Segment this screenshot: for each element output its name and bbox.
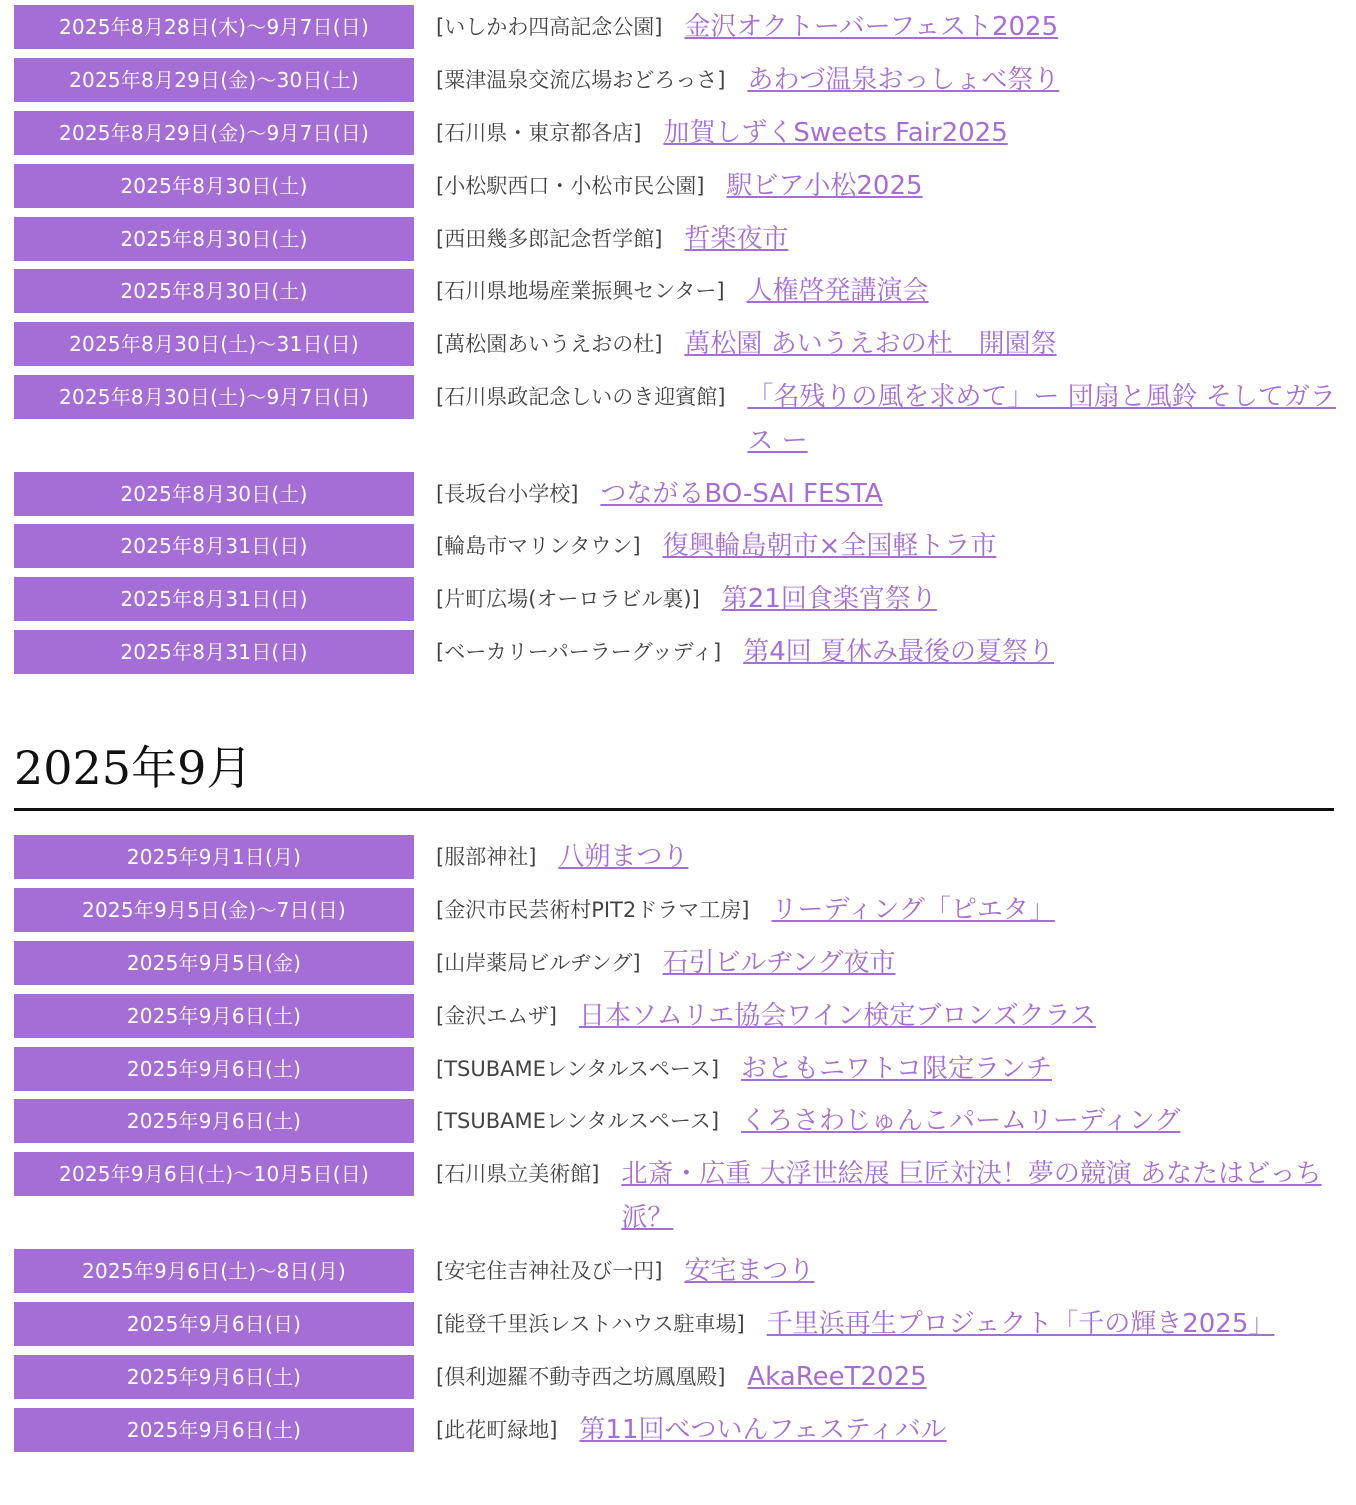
event-list-september <box>0 835 1356 1452</box>
event-title-link[interactable]: くろさわじゅんこパームリーディング <box>741 1106 1181 1136</box>
event-date: 2025年8月30日(土) <box>14 269 414 313</box>
event-date: 2025年9月6日(土)〜8日(月) <box>14 1249 414 1293</box>
event-date: 2025年9月6日(日) <box>14 1302 414 1346</box>
event-title-link[interactable]: あわづ温泉おっしょべ祭り <box>747 65 1060 95</box>
event-title-link[interactable]: 千里浜再生プロジェクト「千の輝き2025」 <box>766 1309 1275 1339</box>
event-row <box>14 524 1344 568</box>
month-heading: 2025年9月 <box>14 732 1334 811</box>
event-title-link[interactable]: 哲楽夜市 <box>684 224 789 254</box>
event-list-august <box>0 5 1356 674</box>
event-title-link[interactable]: 第11回べついんフェスティバル <box>579 1415 947 1445</box>
event-title-link[interactable]: 日本ソムリエ協会ワイン検定ブロンズクラス <box>578 1001 1096 1031</box>
event-row <box>14 888 1344 932</box>
event-title-link[interactable]: 金沢オクトーバーフェスト2025 <box>684 12 1059 42</box>
event-row <box>14 1249 1344 1293</box>
event-row <box>14 58 1344 102</box>
event-date: 2025年9月5日(金)〜7日(日) <box>14 888 414 932</box>
event-row <box>14 835 1344 879</box>
event-date: 2025年8月31日(日) <box>14 577 414 621</box>
event-venue: [いしかわ四高記念公園] <box>436 15 663 39</box>
event-row <box>14 472 1344 516</box>
event-row <box>14 1099 1344 1143</box>
event-row <box>14 1302 1344 1346</box>
event-title-link[interactable]: おともニワトコ限定ランチ <box>741 1054 1052 1084</box>
event-date: 2025年8月31日(日) <box>14 630 414 674</box>
event-title-link[interactable]: 復興輪島朝市×全国軽トラ市 <box>662 531 997 561</box>
event-date: 2025年8月30日(土)〜9月7日(日) <box>14 375 414 419</box>
event-venue: [TSUBAMEレンタルスペース] <box>436 1057 720 1081</box>
event-date: 2025年9月6日(土) <box>14 1099 414 1143</box>
event-title-link[interactable]: 石引ビルヂング夜市 <box>662 948 896 978</box>
event-row <box>14 217 1344 261</box>
event-title-link[interactable]: 萬松園 あいうえおの杜 開園祭 <box>684 329 1057 359</box>
event-date: 2025年8月29日(金)〜9月7日(日) <box>14 111 414 155</box>
event-row <box>14 577 1344 621</box>
event-title-link[interactable]: つながるBO-SAI FESTA <box>600 479 883 509</box>
event-title-link[interactable]: 北斎・広重 大浮世絵展 巨匠対決！夢の競演 あなたはどっち派？ <box>621 1159 1322 1233</box>
event-venue: [粟津温泉交流広場おどろっさ] <box>436 68 726 92</box>
event-venue: [金沢市民芸術村PIT2ドラマ工房] <box>436 898 750 922</box>
event-venue: [安宅住吉神社及び一円] <box>436 1259 663 1283</box>
event-venue: [ベーカリーパーラーグッディ] <box>436 640 722 664</box>
event-title-link[interactable]: 人権啓発講演会 <box>746 276 929 306</box>
event-date: 2025年8月28日(木)〜9月7日(日) <box>14 5 414 49</box>
event-row <box>14 1047 1344 1091</box>
event-row <box>14 941 1344 985</box>
event-row <box>14 5 1344 49</box>
event-row <box>14 269 1344 313</box>
event-venue: [倶利迦羅不動寺西之坊鳳凰殿] <box>436 1365 726 1389</box>
event-row <box>14 630 1344 674</box>
event-title-link[interactable]: リーディング「ピエタ」 <box>771 895 1055 925</box>
event-date: 2025年9月5日(金) <box>14 941 414 985</box>
event-date: 2025年9月6日(土) <box>14 1047 414 1091</box>
event-title-link[interactable]: 第21回食楽宵祭り <box>721 584 937 614</box>
event-venue: [小松駅西口・小松市民公園] <box>436 174 705 198</box>
event-row <box>14 111 1344 155</box>
event-venue: [此花町緑地] <box>436 1418 558 1442</box>
event-venue: [TSUBAMEレンタルスペース] <box>436 1109 720 1133</box>
event-venue: [山岸薬局ビルヂング] <box>436 951 641 975</box>
event-date: 2025年9月6日(土) <box>14 1408 414 1452</box>
event-venue: [輪島市マリンタウン] <box>436 534 641 558</box>
event-row <box>14 1152 1344 1240</box>
event-row <box>14 164 1344 208</box>
event-date: 2025年8月30日(土) <box>14 472 414 516</box>
event-title-link[interactable]: 「名残りの風を求めて」ー 団扇と風鈴 そしてガラス ー <box>747 382 1336 456</box>
event-title-link[interactable]: 第4回 夏休み最後の夏祭り <box>743 637 1054 667</box>
event-row <box>14 1355 1344 1399</box>
event-row <box>14 375 1344 463</box>
event-date: 2025年9月6日(土)〜10月5日(日) <box>14 1152 414 1196</box>
event-row <box>14 994 1344 1038</box>
event-venue: [萬松園あいうえおの杜] <box>436 332 663 356</box>
event-title-link[interactable]: 安宅まつり <box>684 1256 815 1286</box>
event-date: 2025年8月31日(日) <box>14 524 414 568</box>
event-date: 2025年9月1日(月) <box>14 835 414 879</box>
event-title-link[interactable]: AkaReeT2025 <box>747 1362 927 1392</box>
event-date: 2025年9月6日(土) <box>14 994 414 1038</box>
event-date: 2025年8月30日(土)〜31日(日) <box>14 322 414 366</box>
event-date: 2025年9月6日(土) <box>14 1355 414 1399</box>
event-title-link[interactable]: 駅ビア小松2025 <box>726 171 923 201</box>
event-venue: [能登千里浜レストハウス駐車場] <box>436 1312 745 1336</box>
event-venue: [石川県立美術館] <box>436 1162 600 1186</box>
event-venue: [金沢エムザ] <box>436 1004 557 1028</box>
event-date: 2025年8月30日(土) <box>14 164 414 208</box>
event-title-link[interactable]: 八朔まつり <box>558 842 689 872</box>
event-venue: [片町広場(オーロラビル裏)] <box>436 587 700 611</box>
event-venue: [西田幾多郎記念哲学館] <box>436 227 663 251</box>
event-venue: [石川県・東京都各店] <box>436 121 642 145</box>
event-venue: [石川県地場産業振興センター] <box>436 279 725 303</box>
event-row <box>14 322 1344 366</box>
event-venue: [服部神社] <box>436 845 537 869</box>
event-venue: [長坂台小学校] <box>436 482 579 506</box>
event-date: 2025年8月29日(金)〜30日(土) <box>14 58 414 102</box>
event-venue: [石川県政記念しいのき迎賓館] <box>436 385 726 409</box>
event-date: 2025年8月30日(土) <box>14 217 414 261</box>
event-title-link[interactable]: 加賀しずくSweets Fair2025 <box>663 118 1008 148</box>
event-row <box>14 1408 1344 1452</box>
